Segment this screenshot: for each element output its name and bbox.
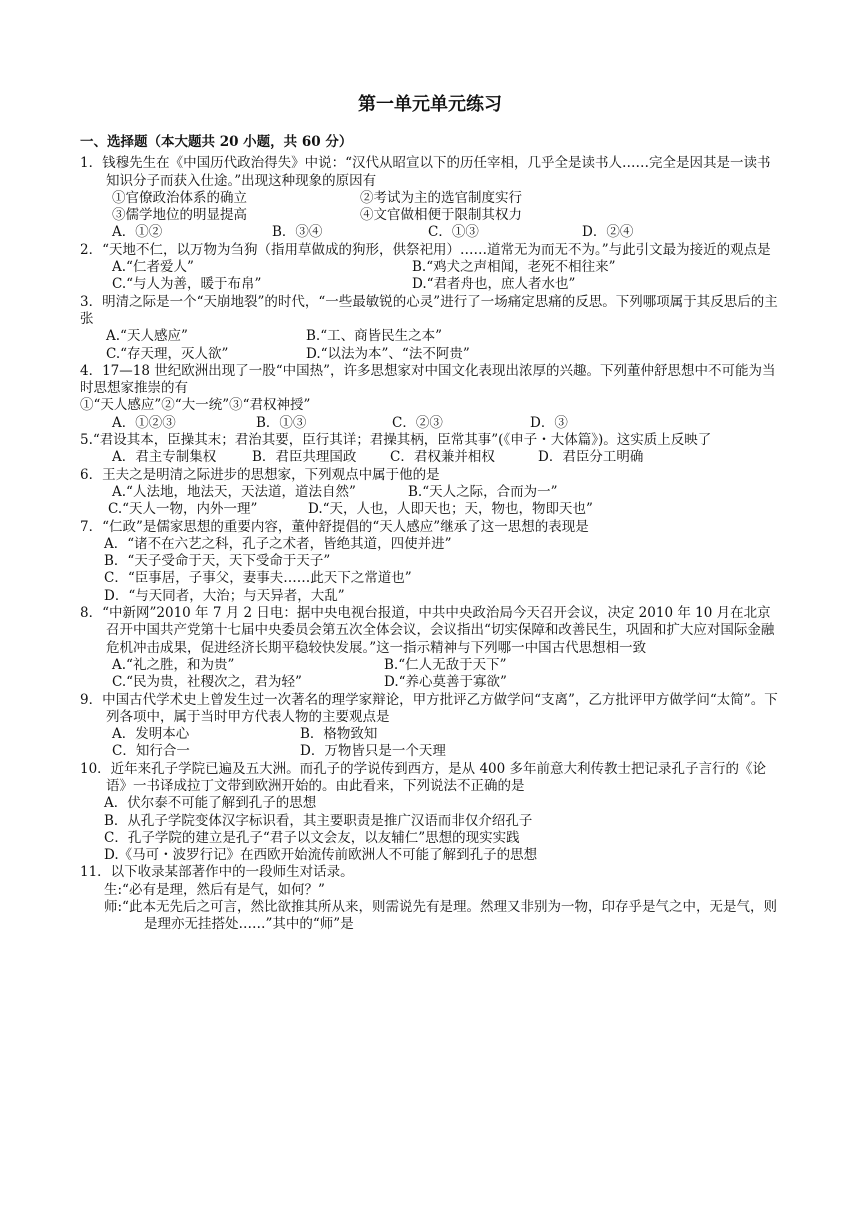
- question-2-stem: 2．“天地不仁，以万物为刍狗（指用草做成的狗形，供祭祀用）……道常无为而无不为。”与此引文最为接近的观点是: [80, 241, 771, 258]
- option-c[interactable]: C.“天人一物，内外一理”: [108, 501, 258, 518]
- option-b[interactable]: B．“天子受命于天，天下受命于天子”: [104, 553, 331, 570]
- option-b[interactable]: B．③④: [272, 224, 323, 241]
- question-1: [80, 155, 780, 241]
- question-2-options-row1: [80, 259, 780, 276]
- page-title: 第一单元单元练习: [358, 94, 502, 115]
- option-c[interactable]: C．孔子学院的建立是孔子“君子以文会友，以友辅仁”思想的现实实践: [104, 829, 520, 846]
- option-a[interactable]: A．“诸不在六艺之科，孔子之术者，皆绝其道，四使并进”: [104, 535, 452, 552]
- question-3-options-row1: [80, 328, 780, 345]
- option-b[interactable]: B.“鸡犬之声相闻，老死不相往来”: [412, 259, 616, 276]
- option-a[interactable]: A．伏尔泰不可能了解到孔子的思想: [104, 795, 317, 812]
- option-a[interactable]: A.“仁者爱人”: [112, 259, 194, 276]
- option-d[interactable]: D．君臣分工明确: [538, 449, 644, 466]
- question-1-options: [80, 224, 780, 241]
- question-5-stem: 5.“君设其本，臣操其末；君治其要，臣行其详；君操其柄，臣常其事”(《申子・大体篇》)。这实质上反映了: [80, 432, 712, 449]
- statement-4: ④文官做相便于限制其权力: [360, 207, 522, 224]
- option-d[interactable]: D.“君者舟也，庶人者水也”: [412, 276, 576, 293]
- option-b[interactable]: B．①③: [256, 414, 307, 431]
- question-5: [80, 432, 780, 467]
- option-d[interactable]: D．③: [530, 414, 568, 431]
- option-d[interactable]: D．②④: [582, 224, 634, 241]
- option-c[interactable]: C.“与人为善，暖于布帛”: [112, 276, 262, 293]
- question-8: [80, 605, 780, 691]
- question-11: [80, 864, 780, 933]
- question-6-options-row2: [80, 501, 780, 518]
- option-c[interactable]: C.“存天理，灭人欲”: [106, 345, 229, 362]
- option-d[interactable]: D．万物皆只是一个天理: [300, 743, 446, 760]
- question-4-stem: 4．17—18 世纪欧洲出现了一股“中国热”，许多思想家对中国文化表现出浓厚的兴趣。下列董仲舒思想中不可能为当时思想家推崇的有: [80, 362, 776, 397]
- question-4-options: [80, 415, 780, 432]
- question-8-options-row1: [80, 657, 780, 674]
- question-1-stem: 1．钱穆先生在《中国历代政治得失》中说：“汉代从昭宣以下的历任宰相，几乎全是读书人……完全是因其是一读书知识分子而获入仕途。”出现这种现象的原因有: [80, 155, 771, 189]
- statement-3: ③儒学地位的明显提高: [112, 207, 247, 224]
- option-a[interactable]: A．①②③: [112, 414, 176, 431]
- option-d[interactable]: D.《马可・波罗行记》在西欧开始流传前欧洲人不可能了解到孔子的思想: [104, 847, 538, 864]
- option-b[interactable]: B.“工、商皆民生之本”: [306, 328, 443, 345]
- option-d[interactable]: D.“天，人也，人即天也；天，物也，物即天也”: [308, 501, 593, 518]
- option-c[interactable]: C.“民为贵，社稷次之，君为轻”: [112, 674, 302, 691]
- question-10: [80, 761, 780, 865]
- question-6: [80, 467, 780, 519]
- question-3: [80, 294, 780, 363]
- option-c[interactable]: C．君权兼并相权: [390, 449, 495, 466]
- option-b[interactable]: B．君臣共理国政: [252, 449, 357, 466]
- question-4: [80, 363, 780, 432]
- teacher-line: 师:“此本无先后之可言，然比欲推其所从来，则需说先有是理。然理又非别为一物，印存乎是气之中，无是气，则是理亦无挂搭处……”其中的“师”是: [104, 899, 777, 933]
- option-a[interactable]: A．君主专制集权: [112, 449, 217, 466]
- question-2-options-row2: [80, 276, 780, 293]
- question-9-options-row2: [80, 743, 780, 760]
- option-c[interactable]: C．①③: [428, 224, 479, 241]
- question-1-statements-row2: [80, 207, 780, 224]
- question-1-statements-row1: [80, 190, 780, 207]
- question-8-stem: 8．“中新网”2010 年 7 月 2 日电：据中央电视台报道，中共中央政治局今天召开会议，决定 2010 年 10 月在北京召开中国共产党第十七届中央委员会第五次全体会议，会议指出“切实保障和改善民生，巩固和扩大应对国际金融危机冲击成果，促进经济长期平稳较快发展。”这一指示精神与下列哪一中国古代思想相一致: [80, 605, 775, 656]
- question-3-options-row2: [80, 346, 780, 363]
- option-a[interactable]: A.“天人感应”: [106, 328, 188, 345]
- question-11-stem: 11．以下收录某部著作中的一段师生对话录。: [80, 864, 354, 881]
- question-2: [80, 242, 780, 294]
- statement-2: ②考试为主的选官制度实行: [360, 189, 522, 206]
- question-3-stem: 3．明清之际是一个“天崩地裂”的时代，“一些最敏锐的心灵”进行了一场痛定思痛的反思。下列哪项属于其反思后的主张: [80, 293, 778, 327]
- question-8-options-row2: [80, 674, 780, 691]
- option-a[interactable]: A．①②: [112, 224, 163, 241]
- student-line: 生:“必有是理，然后有是气，如何？”: [104, 881, 325, 898]
- option-c[interactable]: C．“臣事居，子事父，妻事夫……此天下之常道也”: [104, 570, 412, 587]
- option-d[interactable]: D.“养心莫善于寡欲”: [384, 674, 507, 691]
- question-7-stem: 7．“仁政”是儒家思想的重要内容，董仲舒提倡的“天人感应”继承了这一思想的表现是: [80, 518, 589, 535]
- section-heading: 一、选择题（本大题共 20 小题，共 60 分）: [80, 134, 353, 150]
- option-b[interactable]: B.“天人之际，合而为一”: [408, 483, 558, 500]
- question-6-options-row1: [80, 484, 780, 501]
- question-6-stem: 6．王夫之是明清之际进步的思想家，下列观点中属于他的是: [80, 466, 440, 483]
- option-d[interactable]: D.“以法为本”、“法不阿贵”: [306, 345, 470, 362]
- option-a[interactable]: A．发明本心: [112, 726, 190, 743]
- question-7: [80, 519, 780, 605]
- option-a[interactable]: A.“礼之胜，和为贵”: [112, 656, 235, 673]
- option-b[interactable]: B．从孔子学院变体汉字标识看，其主要职责是推广汉语而非仅介绍孔子: [104, 812, 533, 829]
- option-b[interactable]: B．格物致知: [300, 726, 378, 743]
- option-c[interactable]: C．②③: [392, 414, 443, 431]
- option-a[interactable]: A.“人法地，地法天，天法道，道法自然”: [112, 483, 356, 500]
- question-10-stem: 10．近年来孔子学院已遍及五大洲。而孔子的学说传到西方，是从 400 多年前意大利传教士把记录孔子言行的《论语》一书译成拉丁文带到欧洲开始的。由此看来，下列说法不正确的是: [80, 760, 767, 794]
- option-c[interactable]: C．知行合一: [112, 743, 190, 760]
- question-9: [80, 692, 780, 761]
- question-4-items: ①“天人感应”②“大一统”③“君权神授”: [80, 397, 311, 414]
- question-5-options: [80, 449, 780, 466]
- question-9-options-row1: [80, 726, 780, 743]
- option-d[interactable]: D．“与天同者，大治；与天异者，大乱”: [104, 587, 345, 604]
- statement-1: ①官僚政治体系的确立: [112, 189, 247, 206]
- exam-content: [80, 134, 780, 934]
- question-9-stem: 9．中国古代学术史上曾发生过一次著名的理学家辩论，甲方批评乙方做学问“支离”，乙方批评甲方做学问“太简”。下列各项中，属于当时甲方代表人物的主要观点是: [80, 691, 778, 725]
- option-b[interactable]: B.“仁人无敌于天下”: [384, 656, 507, 673]
